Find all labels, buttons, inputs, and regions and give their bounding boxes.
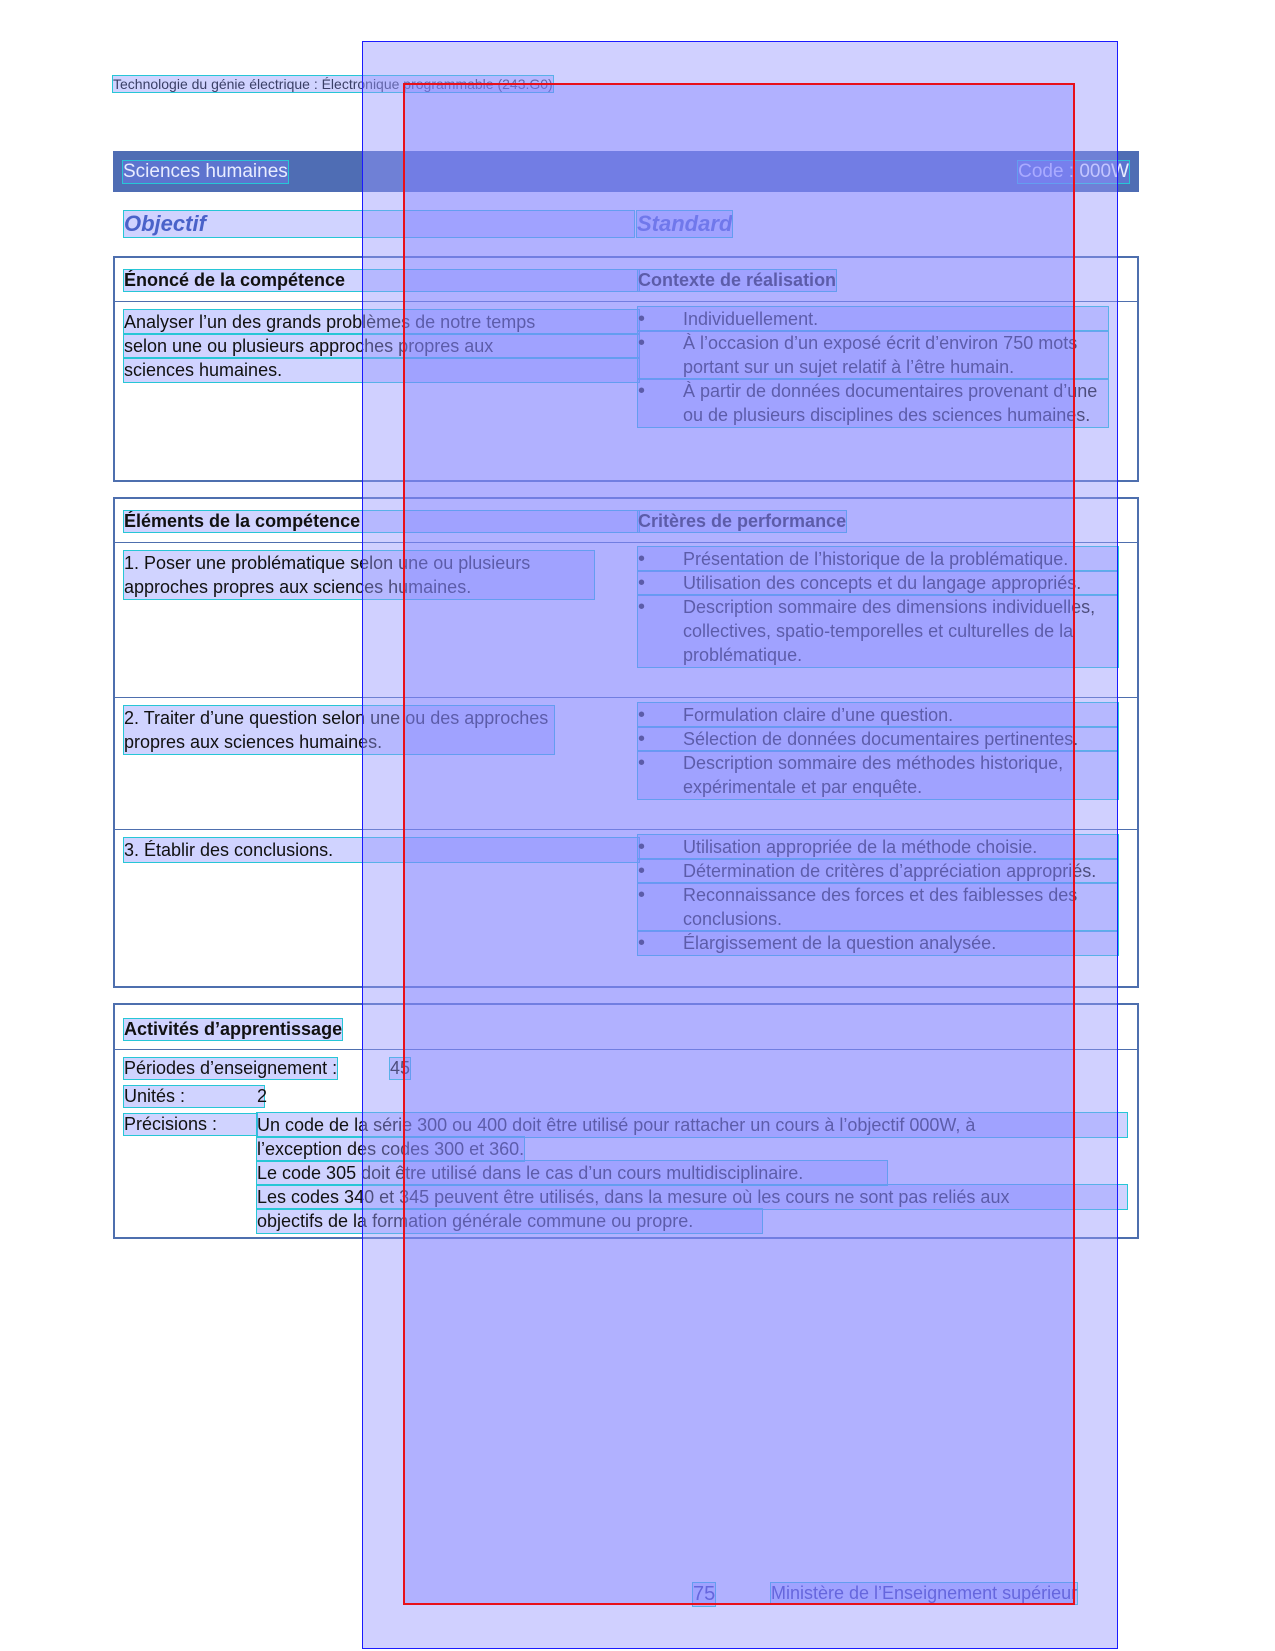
element-3: 3. Établir des conclusions. xyxy=(124,838,639,862)
precisions-text: Un code de la série 300 ou 400 doit être utilisé pour rattacher un cours à l’objectif 000W, à l’exception des codes 300 et 360. Le code 305 doit être utilisé dans le cas d’un cours multidisciplinaire. Les codes 340 et 345 peuvent être utilisés, dans la mesure où les cours ne sont pas reliés aux objectifs de la formation générale commune ou propre. xyxy=(257,1113,1127,1233)
enonce-text: Analyser l’un des grands problèmes de notre temps selon une ou plusieurs approches propres aux sciences humaines. xyxy=(124,310,639,382)
criteres-header: Critères de performance xyxy=(638,511,847,531)
list-item: • À partir de données documentaires provenant d’une ou de plusieurs disciplines des sciences humaines. xyxy=(638,379,1108,427)
periodes-value: 45 xyxy=(390,1058,411,1078)
activites-header: Activités d’apprentissage xyxy=(124,1019,343,1039)
list-item: • Élargissement de la question analysée. xyxy=(638,931,1118,955)
element-1: 1. Poser une problématique selon une ou plusieurs approches propres aux sciences humaines. xyxy=(124,551,594,599)
list-item: • Reconnaissance des forces et des faiblesses des conclusions. xyxy=(638,883,1118,931)
running-header: Technologie du génie électrique : Électronique programmable (243.G0) xyxy=(113,76,553,92)
objectif-heading: Objectif xyxy=(124,211,634,237)
list-item: • Description sommaire des méthodes historique, expérimentale et par enquête. xyxy=(638,751,1118,799)
list-item: • Présentation de l’historique de la problématique. xyxy=(638,547,1118,571)
list-item: • Individuellement. xyxy=(638,307,1108,331)
periodes-label: Périodes d’enseignement : xyxy=(124,1058,338,1078)
list-item: • Sélection de données documentaires pertinentes. xyxy=(638,727,1118,751)
footer-ministry: Ministère de l’Enseignement supérieur xyxy=(771,1583,1078,1603)
overlay-region-inner xyxy=(403,83,1078,1605)
unites-value: 2 xyxy=(257,1086,268,1106)
page-number: 75 xyxy=(693,1583,716,1605)
element-2: 2. Traiter d’une question selon une ou des approches propres aux sciences humaines. xyxy=(124,706,554,754)
contexte-header: Contexte de réalisation xyxy=(638,270,837,290)
list-item: • À l’occasion d’un exposé écrit d’environ 750 mots portant sur un sujet relatif à l’être humain. xyxy=(638,331,1108,379)
precisions-label: Précisions : xyxy=(124,1114,257,1135)
list-item: • Détermination de critères d’appréciation appropriés. xyxy=(638,859,1118,883)
enonce-header: Énoncé de la compétence xyxy=(124,270,639,291)
elements-header: Éléments de la compétence xyxy=(124,511,639,532)
objective-code: Code : 000W xyxy=(1018,161,1129,182)
standard-heading: Standard xyxy=(637,211,733,236)
list-item: • Formulation claire d’une question. xyxy=(638,703,1118,727)
subject-title: Sciences humaines xyxy=(123,161,288,182)
list-item: • Description sommaire des dimensions individuelles, collectives, spatio-temporelles et culturelles de la problématique. xyxy=(638,595,1118,667)
list-item: • Utilisation appropriée de la méthode choisie. xyxy=(638,835,1118,859)
unites-label: Unités : xyxy=(124,1086,264,1107)
list-item: • Utilisation des concepts et du langage appropriés. xyxy=(638,571,1118,595)
